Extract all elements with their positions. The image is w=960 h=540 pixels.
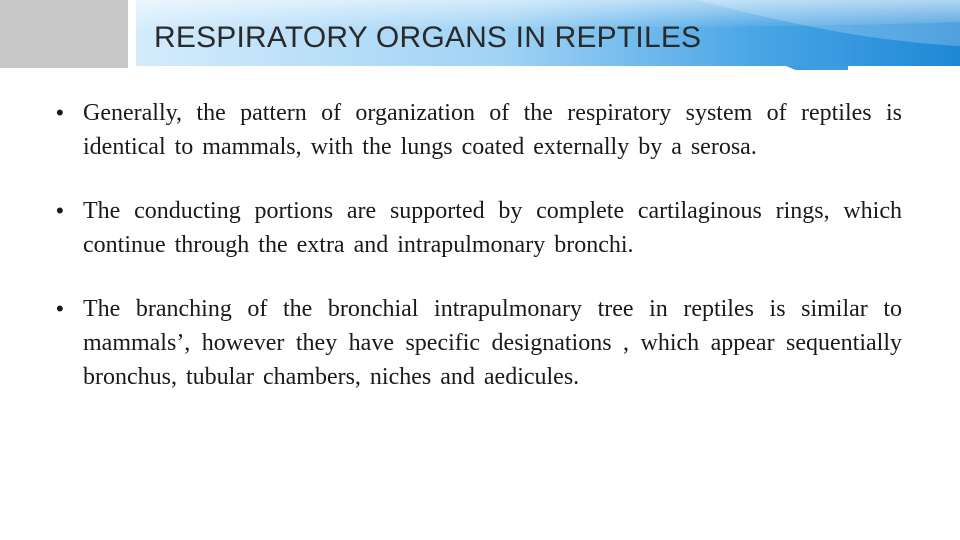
- title-banner: [136, 0, 960, 70]
- bullet-list: [56, 96, 902, 394]
- bullet-icon: •: [56, 296, 64, 321]
- bullet-text-1: Generally, the pattern of organization of the respiratory system of reptiles is identical to mammals, with the lungs coated externally by a serosa.: [83, 100, 902, 160]
- bullet-item-2: [56, 194, 902, 262]
- bullet-text-2: The conducting portions are supported by complete cartilaginous rings, which continue through the extra and intrapulmonary bronchi.: [83, 198, 902, 258]
- bullet-icon: •: [56, 198, 64, 223]
- corner-decoration: [0, 0, 128, 68]
- slide-title: RESPIRATORY ORGANS IN REPTILES: [154, 21, 702, 54]
- bullet-text-3: The branching of the bronchial intrapulmonary tree in reptiles is similar to mammals’, however they have specific designations , which appear sequentially bronchus, tubular chambers, niches and aedicules.: [83, 296, 902, 390]
- bullet-item-1: [56, 96, 902, 164]
- bullet-icon: •: [56, 100, 64, 125]
- bullet-item-3: [56, 292, 902, 394]
